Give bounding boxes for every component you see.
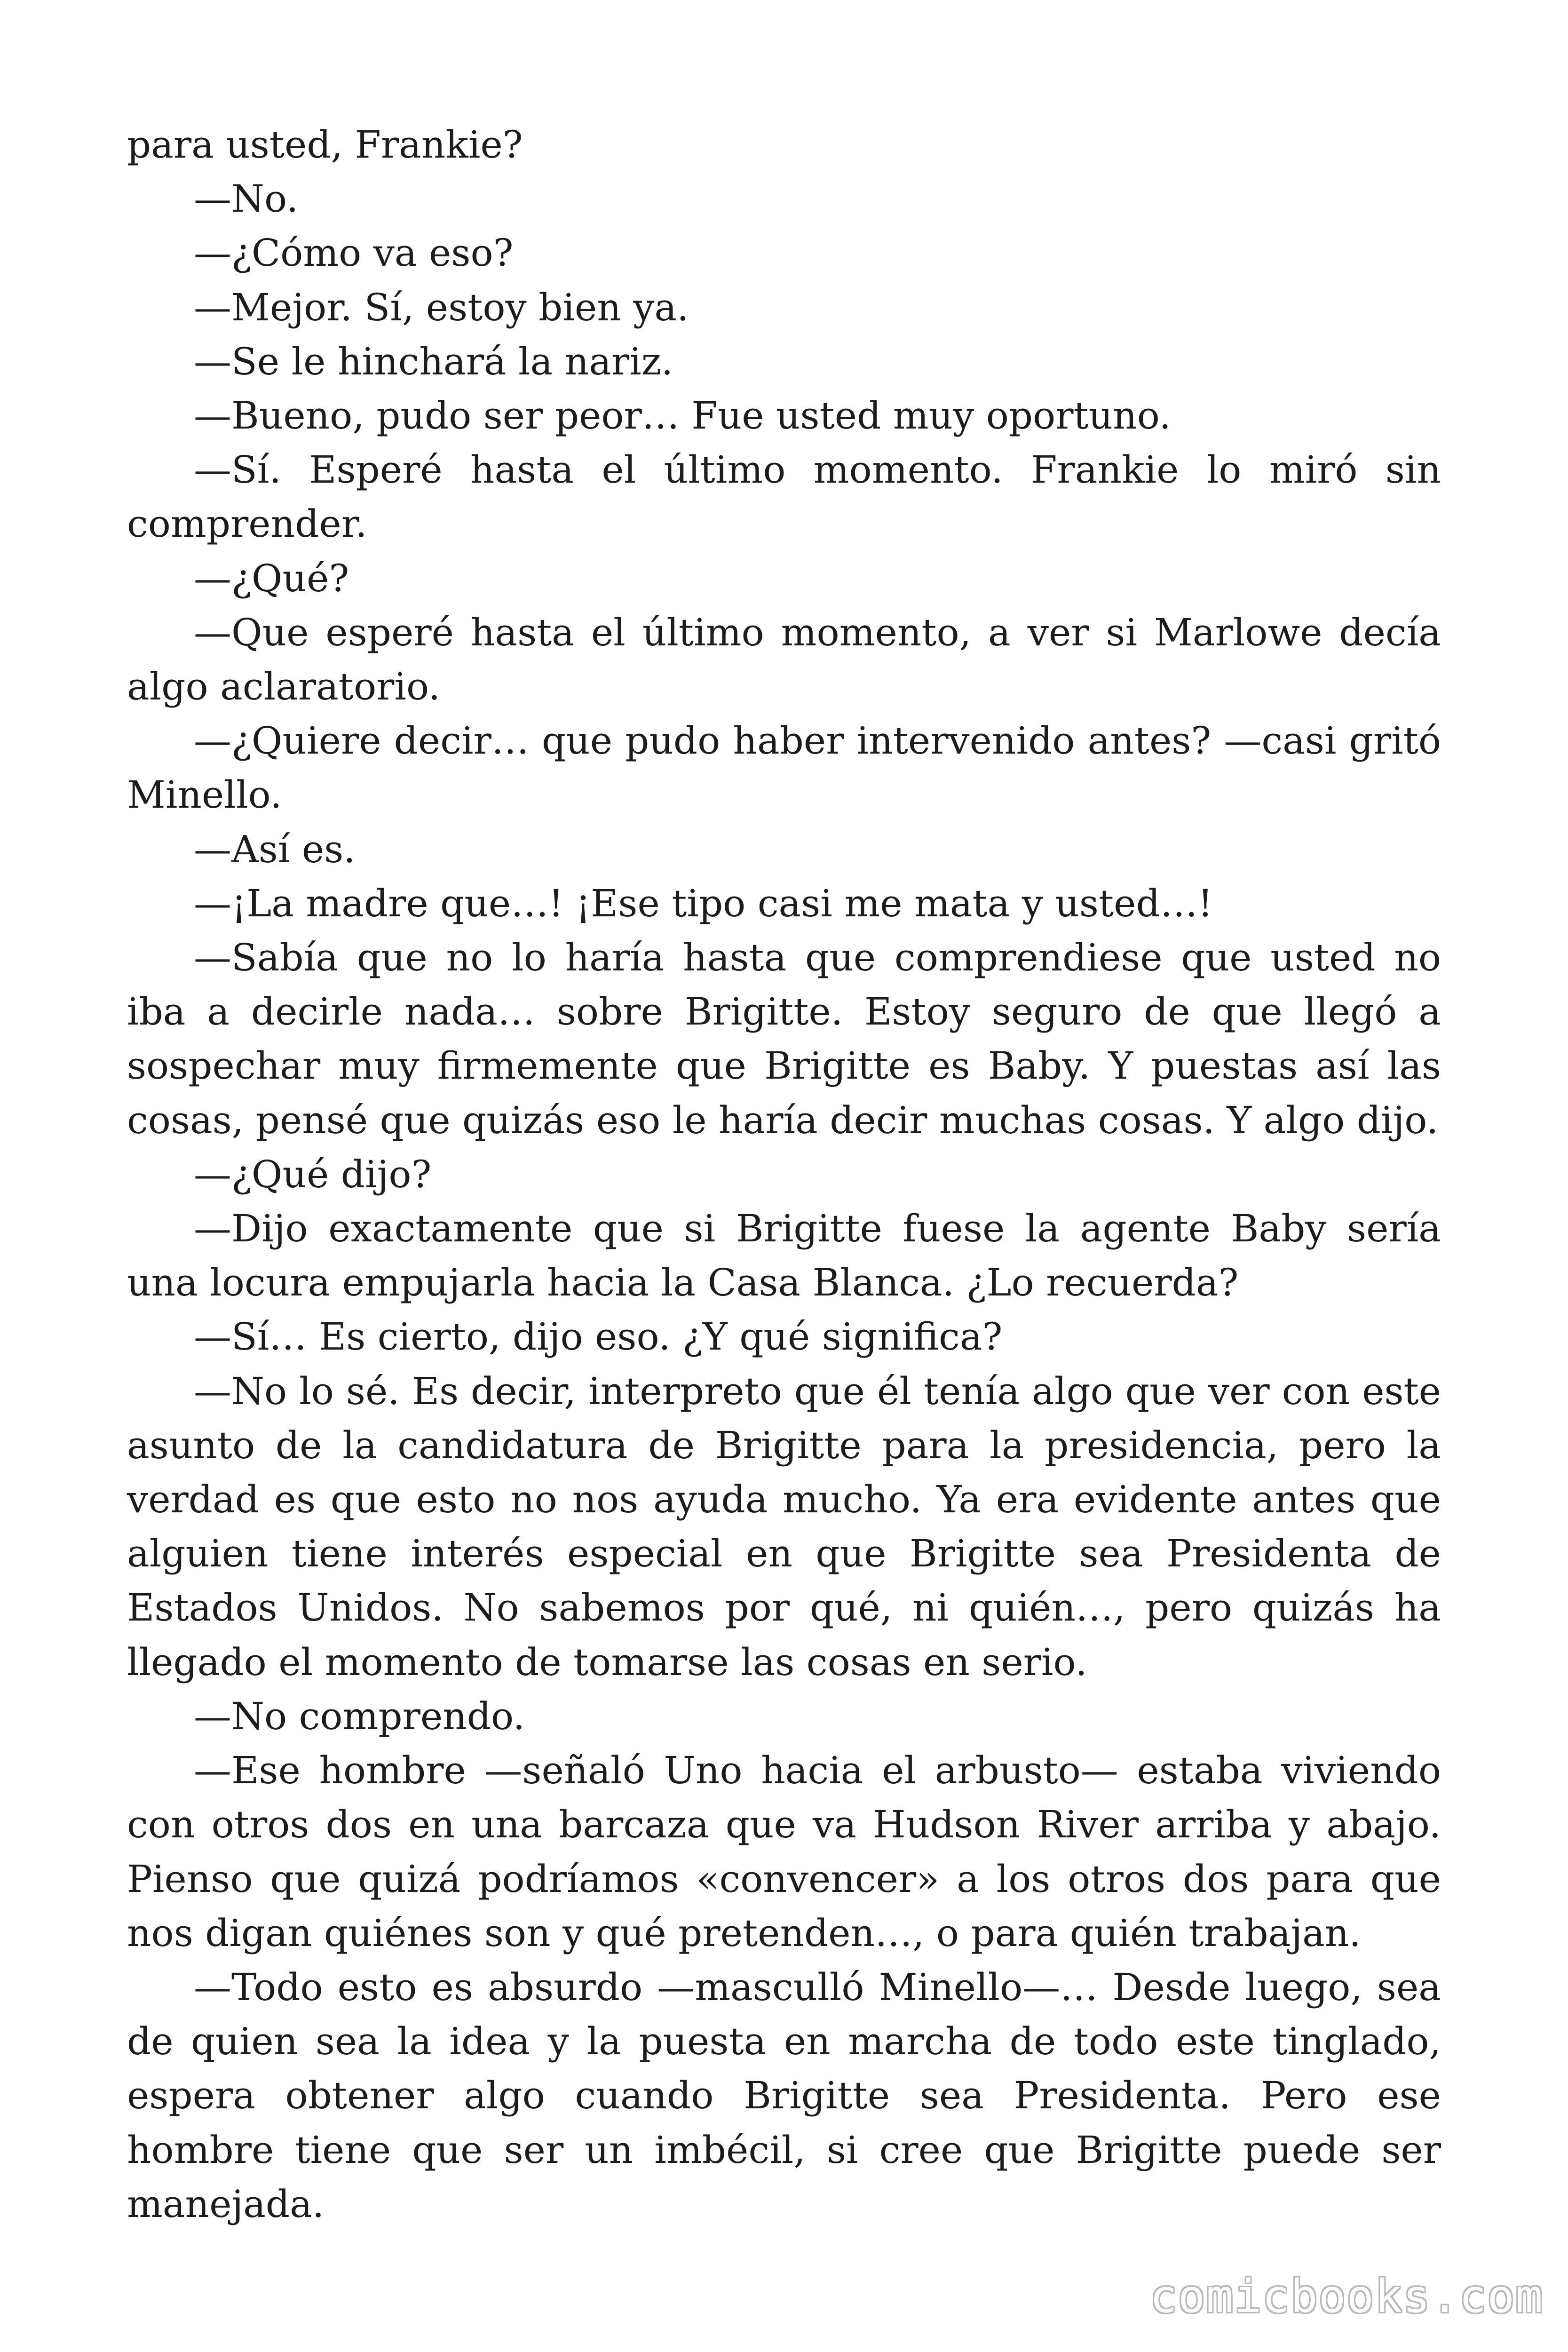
paragraph: —Que esperé hasta el último momento, a ver si Marlowe decía algo aclaratorio. [127,610,1441,709]
watermark: comicbooks.com [1149,2270,1544,2323]
paragraph: —Dijo exactamente que si Brigitte fuese la agente Baby sería una locura empujarla hacia la Casa Blanca. ¿Lo recuerda? [127,1207,1441,1305]
paragraph: —Sí… Es cierto, dijo eso. ¿Y qué significa? [194,1315,1003,1359]
paragraph: —Se le hinchará la nariz. [194,339,673,383]
paragraph: —Sí. Esperé hasta el último momento. Frankie lo miró sin comprender. [127,448,1441,546]
paragraph: —Bueno, pudo ser peor… Fue usted muy oportuno. [194,394,1171,438]
paragraph: —Así es. [194,827,356,871]
book-page-text [127,118,1441,2231]
paragraph: —Sabía que no lo haría hasta que comprendiese que usted no iba a decirle nada… sobre Brigitte. Estoy seguro de que llegó a sospechar muy firmemente que Brigitte es Baby. Y puestas así las cosas, pensé que quizás eso le haría decir muchas cosas. Y algo dijo. [127,936,1441,1142]
paragraph: —No lo sé. Es decir, interpreto que él tenía algo que ver con este asunto de la candidatura de Brigitte para la presidencia, pero la verdad es que esto no nos ayuda mucho. Ya era evidente antes que alguien tiene interés especial en que Brigitte sea Presidenta de Estados Unidos. No sabemos por qué, ni quién…, pero quizás ha llegado el momento de tomarse las cosas en serio. [127,1369,1441,1684]
paragraph: —No comprendo. [194,1694,525,1738]
paragraph: —No. [194,177,299,221]
paragraph: —Mejor. Sí, estoy bien ya. [194,285,689,329]
paragraph: —¿Qué? [194,556,349,600]
paragraph: —¿Quiere decir… que pudo haber intervenido antes? —casi gritó Minello. [127,719,1441,817]
paragraph: —¿Qué dijo? [194,1152,432,1196]
paragraph: —Todo esto es absurdo —masculló Minello—… Desde luego, sea de quien sea la idea y la puesta en marcha de todo este tinglado, espera obtener algo cuando Brigitte sea Presidenta. Pero ese hombre tiene que ser un imbécil, si cree que Brigitte puede ser manejada. [127,1965,1441,2226]
paragraph: —¿Cómo va eso? [194,231,514,275]
paragraph: —¡La madre que…! ¡Ese tipo casi me mata y usted…! [194,881,1213,925]
paragraph: para usted, Frankie? [127,123,523,167]
paragraph: —Ese hombre —señaló Uno hacia el arbusto— estaba viviendo con otros dos en una barcaza que va Hudson River arriba y abajo. Pienso que quizá podríamos «convencer» a los otros dos para que nos digan quiénes son y qué pretenden…, o para quién trabajan. [127,1748,1441,1955]
